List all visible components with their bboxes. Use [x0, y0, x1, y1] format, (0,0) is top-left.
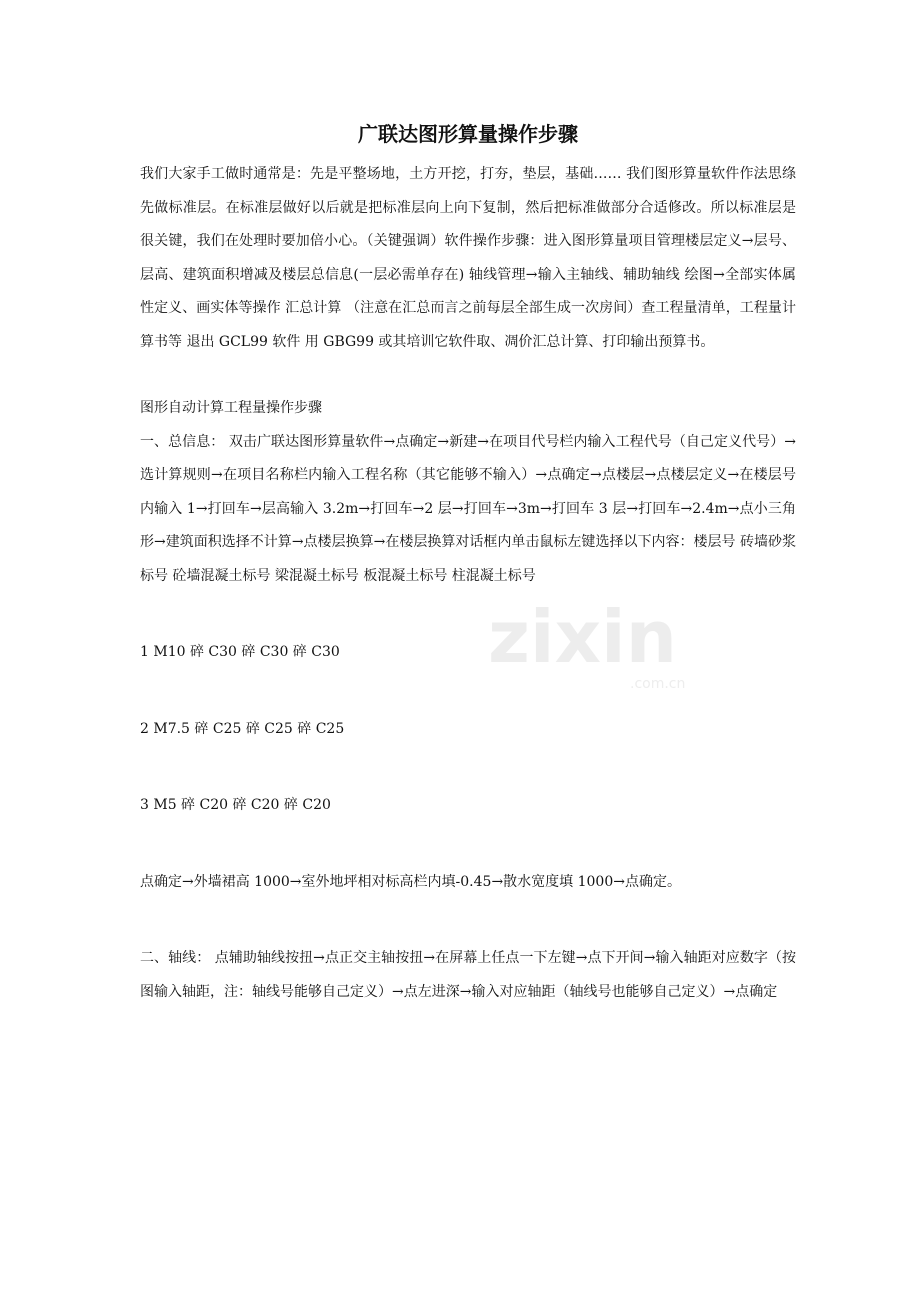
- watermark-suffix: .com.cn: [630, 676, 686, 692]
- document-page: [140, 112, 796, 1009]
- grade-row-1: 1 M10 碎 C30 碎 C30 碎 C30: [140, 644, 340, 660]
- section-heading: 图形自动计算工程量操作步骤: [140, 400, 322, 416]
- axis-section-paragraph: 二、轴线： 点辅助轴线按扭→点正交主轴按扭→在屏幕上任点一下左键→点下开间→输入轴距对应数字（按图输入轴距，注：轴线号能够自己定义）→点左进深→输入对应轴距（轴线号也能够自己定义）→点确定: [140, 950, 796, 1000]
- spacer: [140, 670, 796, 713]
- spacer: [140, 899, 796, 942]
- general-info-paragraph: 一、总信息： 双击广联达图形算量软件→点确定→新建→在项目代号栏内输入工程代号（自己定义代号）→选计算规则→在项目名称栏内输入工程名称（其它能够不输入）→点确定→点楼层→点楼层定义→在楼层号内输入 1→打回车→层高输入 3.2m→打回车→2 层→打回车→3m→打回车 3 层→打回车→2.4m→点小三角形→建筑面积选择不计算→点楼层换算→在楼层换算对话框内单击鼠标左键选择以下内容：楼层号 砖墙砂浆标号 砼墙混凝土标号 梁混凝土标号 板混凝土标号 柱混凝土标号: [140, 433, 796, 584]
- grade-row-2: 2 M7.5 碎 C25 碎 C25 碎 C25: [140, 720, 345, 737]
- spacer: [140, 593, 796, 636]
- grade-row-3: 3 M5 碎 C20 碎 C20 碎 C20: [140, 797, 331, 813]
- watermark-text: zixin: [488, 595, 677, 679]
- confirm-line: 点确定→外墙裙高 1000→室外地坪相对标高栏内填-0.45→散水宽度填 1000→点确定。: [140, 873, 681, 890]
- spacer: [140, 359, 796, 392]
- intro-paragraph: 我们大家手工做时通常是：先是平整场地，土方开挖，打夯，垫层，基础…… 我们图形算量软件作法思绦 先做标准层。在标准层做好以后就是把标准层向上向下复制，然后把标准做部分合适修改。所以标准层是很关键，我们在处理时要加倍小心。（关键强调）软件操作步骤：进入图形算量项目管理楼层定义→层号、层高、建筑面积增减及楼层总信息(一层必需单存在) 轴线管理→输入主轴线、辅助轴线 绘图→全部实体属性定义、画实体等操作 汇总计算 （注意在汇总而言之前每层全部生成一次房间）查工程量清单，工程量计算书等 退出 GCL99 软件 用 GBG99 或其培训它软件取、凋价汇总计算、打印输出预算书。: [140, 166, 796, 350]
- spacer: [140, 746, 796, 789]
- document-title: 广联达图形算量操作步骤: [358, 122, 578, 146]
- spacer: [140, 823, 796, 866]
